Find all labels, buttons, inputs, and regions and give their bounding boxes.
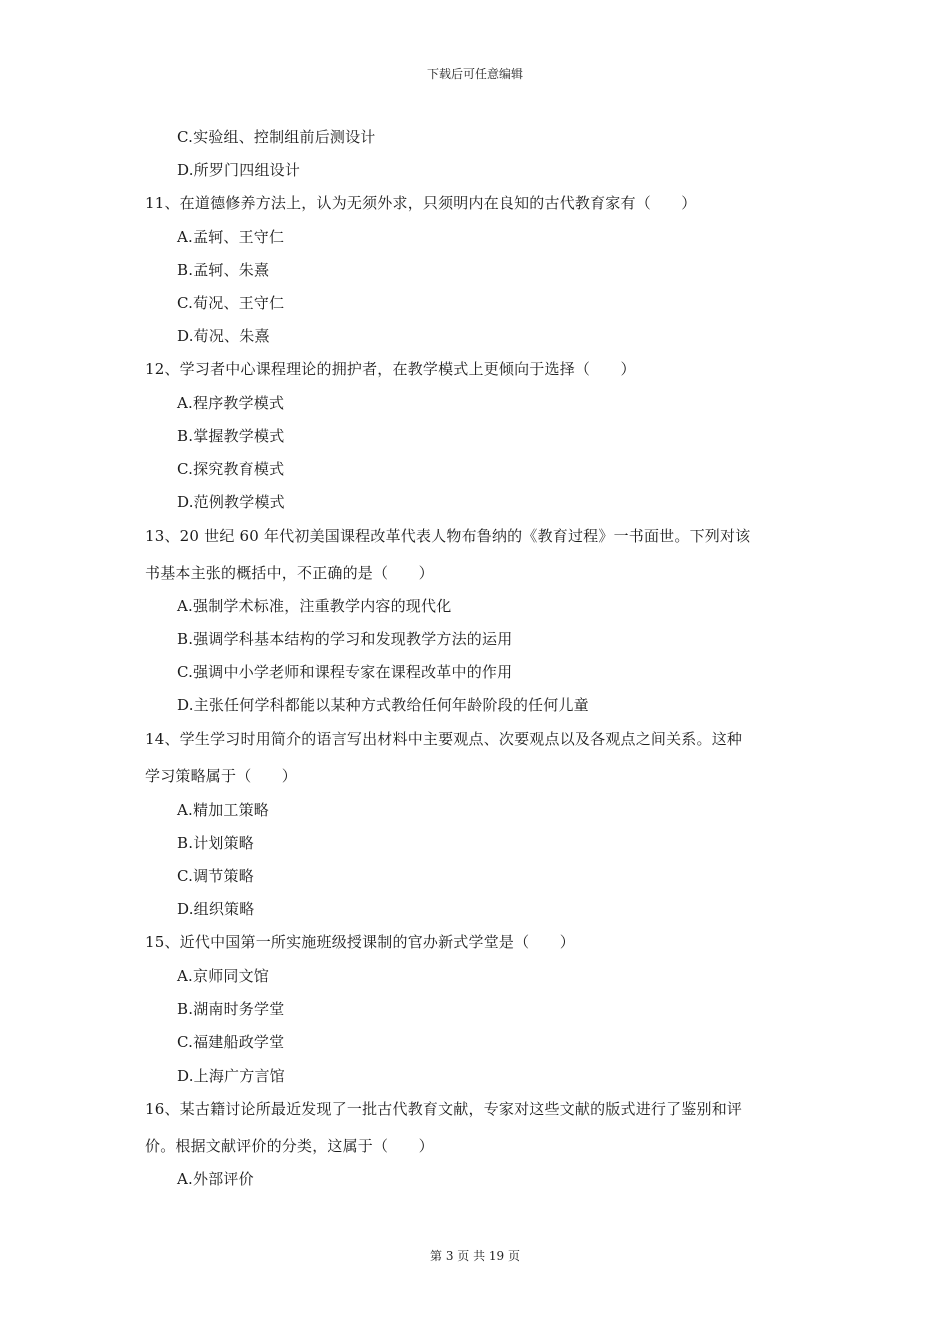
option-b: B.计划策略 bbox=[177, 834, 254, 852]
question-13-continued: 书基本主张的概括中，不正确的是（ ） bbox=[145, 564, 434, 582]
question-12: 12、学习者中心课程理论的拥护者，在教学模式上更倾向于选择（ ） bbox=[145, 360, 636, 378]
option-b: B.掌握教学模式 bbox=[177, 427, 285, 445]
option-b: B.强调学科基本结构的学习和发现教学方法的运用 bbox=[177, 630, 513, 648]
option-a: A.外部评价 bbox=[177, 1170, 254, 1188]
question-13: 13、20 世纪 60 年代初美国课程改革代表人物布鲁纳的《教育过程》一书面世。下列对该 bbox=[145, 527, 751, 545]
option-a: A.京师同文馆 bbox=[177, 967, 270, 985]
option-c: C.荀况、王守仁 bbox=[177, 294, 285, 312]
option-d: D.所罗门四组设计 bbox=[177, 161, 301, 179]
option-d: D.上海广方言馆 bbox=[177, 1067, 285, 1085]
option-d: D.范例教学模式 bbox=[177, 493, 285, 511]
option-c: C.调节策略 bbox=[177, 867, 254, 885]
option-a: A.程序教学模式 bbox=[177, 394, 285, 412]
option-d: D.主张任何学科都能以某种方式教给任何年龄阶段的任何儿童 bbox=[177, 696, 589, 714]
option-b: B.孟轲、朱熹 bbox=[177, 261, 270, 279]
option-a: A.孟轲、王守仁 bbox=[177, 228, 285, 246]
option-b: B.湖南时务学堂 bbox=[177, 1000, 285, 1018]
question-15: 15、近代中国第一所实施班级授课制的官办新式学堂是（ ） bbox=[145, 933, 575, 951]
option-c: C.强调中小学老师和课程专家在课程改革中的作用 bbox=[177, 663, 513, 681]
option-c: C.实验组、控制组前后测设计 bbox=[177, 128, 376, 146]
option-a: A.精加工策略 bbox=[177, 801, 270, 819]
page-header: 下载后可任意编辑 bbox=[426, 67, 523, 81]
option-d: D.组织策略 bbox=[177, 900, 255, 918]
question-14: 14、学生学习时用简介的语言写出材料中主要观点、次要观点以及各观点之间关系。这种 bbox=[145, 730, 743, 748]
question-14-continued: 学习策略属于（ ） bbox=[145, 767, 298, 785]
question-11: 11、在道德修养方法上，认为无须外求，只须明内在良知的古代教育家有（ ） bbox=[145, 194, 697, 212]
option-a: A.强制学术标准，注重教学内容的现代化 bbox=[177, 597, 452, 615]
question-16-continued: 价。根据文献评价的分类，这属于（ ） bbox=[145, 1137, 434, 1155]
question-16: 16、某古籍讨论所最近发现了一批古代教育文献，专家对这些文献的版式进行了鉴别和评 bbox=[145, 1100, 743, 1118]
option-c: C.福建船政学堂 bbox=[177, 1033, 285, 1051]
option-c: C.探究教育模式 bbox=[177, 460, 285, 478]
option-d: D.荀况、朱熹 bbox=[177, 327, 270, 345]
page-footer: 第 3 页 共 19 页 bbox=[430, 1249, 520, 1263]
